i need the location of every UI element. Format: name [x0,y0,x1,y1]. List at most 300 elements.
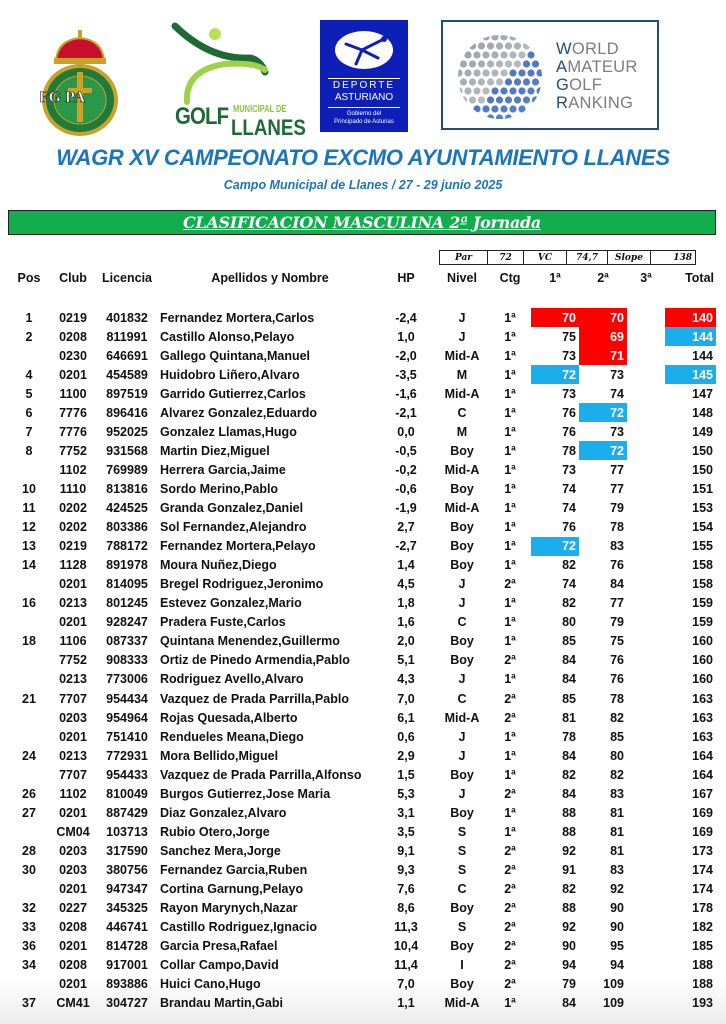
col-nivel[interactable]: Nivel [447,271,477,285]
table-row[interactable] [0,784,726,803]
table-row[interactable] [0,918,726,937]
row-hp: 3,5 [397,824,415,839]
row-round2: 72 [579,441,627,460]
row-club: 1102 [59,786,87,801]
row-nivel: J [458,310,466,325]
row-round1: 80 [562,615,576,630]
table-row[interactable] [0,499,726,518]
row-club: 0202 [59,520,87,535]
row-round1: 70 [531,308,579,327]
row-round2: 81 [610,824,624,839]
row-round3 [627,956,665,975]
logo-bar [0,0,726,140]
row-round3 [627,880,665,899]
row-club: 7776 [59,424,87,439]
page-subtitle: Campo Municipal de Llanes / 27 - 29 junio 2025 [223,178,503,192]
row-name: Rubio Otero,Jorge [160,824,270,839]
row-name: Rodriguez Avello,Alvaro [160,672,304,687]
row-total: 169 [692,805,713,820]
row-nivel: C [457,615,467,630]
row-club: 1110 [59,481,87,496]
row-round1: 76 [562,520,576,535]
row-club: 0203 [59,710,87,725]
row-name: Sol Fernandez,Alejandro [160,520,307,535]
row-name: Gallego Quintana,Manuel [160,348,311,363]
row-round1: 85 [562,691,576,706]
row-name: Burgos Gutierrez,Jose Maria [160,786,331,801]
row-club: 0208 [59,329,87,344]
row-nivel: Boy [450,520,474,535]
row-nivel: Boy [450,653,474,668]
row-round1: 90 [562,939,576,954]
row-total: 147 [692,386,713,401]
row-hp: 7,0 [397,977,415,992]
row-club: 7752 [59,653,87,668]
col-name[interactable]: Apellidos y Nombre [211,271,329,285]
row-round1: 74 [562,481,576,496]
row-name: Estevez Gonzalez,Mario [160,596,302,611]
row-club: CM41 [56,996,90,1011]
row-round3 [627,365,665,384]
row-nivel: M [456,424,468,439]
row-licencia: 773006 [106,672,148,687]
row-nivel: C [457,882,467,896]
row-pos: 24 [22,748,36,763]
table-row[interactable] [0,537,726,556]
table-row[interactable] [0,670,726,689]
row-hp: 5,1 [397,653,415,668]
row-nivel: J [458,748,466,763]
row-total: 159 [692,596,713,611]
row-hp: 9,1 [397,843,415,858]
row-name: Herrera Garcia,Jaime [160,462,286,477]
row-licencia: 954433 [106,767,148,782]
row-round2: 78 [610,520,624,535]
banner-text: CLASIFICACION MASCULINA 2ª Jornada [182,213,541,232]
row-licencia: 811991 [106,329,148,344]
row-round3 [627,499,665,518]
row-name: Quintana Menendez,Guillermo [160,634,340,649]
row-nivel: Boy [450,558,474,573]
row-round2: 81 [610,805,624,820]
table-row[interactable] [0,860,726,879]
row-round2: 71 [579,346,627,365]
row-name: Fernandez Mortera,Carlos [160,310,315,325]
row-ctg: 1ª [504,767,516,782]
table-row[interactable] [0,460,726,479]
row-licencia: 813816 [106,481,148,496]
row-round3 [627,422,665,441]
row-licencia: 814728 [106,939,148,954]
row-ctg: 2ª [504,710,516,725]
row-round3 [627,537,665,556]
row-licencia: 401832 [106,310,148,325]
row-hp: 10,4 [393,939,419,954]
row-ctg: 2ª [504,939,516,954]
row-round3 [627,327,665,346]
col-hp[interactable]: HP [397,271,415,285]
table-row[interactable] [0,689,726,708]
row-name: Rojas Quesada,Alberto [160,710,298,725]
row-round1: 81 [562,710,576,725]
classification-banner [8,210,716,235]
row-hp: 4,5 [397,577,415,592]
table-row[interactable] [0,613,726,632]
row-hp: 7,6 [397,882,415,896]
col-round3[interactable]: 3ª [640,271,652,285]
row-round2: 83 [610,786,624,801]
table-row[interactable] [0,327,726,346]
row-round2: 82 [610,767,624,782]
table-row[interactable] [0,746,726,765]
row-round2: 74 [610,386,624,401]
row-name: Vazquez de Prada Parrilla,Pablo [160,691,349,706]
row-nivel: S [457,843,467,858]
row-pos: 7 [25,424,33,439]
row-round2: 75 [610,634,624,649]
row-round3 [627,670,665,689]
athlete-icon [334,30,394,70]
row-licencia: 103713 [106,824,148,839]
row-total: 164 [692,767,713,782]
table-row[interactable] [0,575,726,594]
row-round3 [627,765,665,784]
row-round2: 79 [610,615,624,630]
row-hp: 0,0 [397,424,415,439]
row-round1: 92 [562,843,576,858]
row-round3 [627,975,665,994]
row-club: 1106 [59,634,87,649]
row-pos: 30 [22,862,36,877]
row-club: 1100 [59,386,87,401]
row-ctg: 1ª [504,805,516,820]
row-club: 0201 [59,729,87,744]
row-round2: 76 [610,653,624,668]
row-round1: 74 [562,501,576,515]
col-club[interactable]: Club [59,271,87,285]
row-hp: -0,2 [395,462,417,477]
row-name: Sanchez Mera,Jorge [160,843,281,858]
row-round2: 78 [610,691,624,706]
row-licencia: 917001 [106,958,148,973]
row-hp: 1,4 [397,558,415,573]
table-row[interactable] [0,479,726,498]
row-name: Garcia Presa,Rafael [160,939,278,954]
row-ctg: 2ª [504,691,516,706]
row-round1: 88 [562,824,576,839]
row-hp: -2,4 [395,310,417,325]
row-licencia: 803386 [106,520,148,535]
row-licencia: 896416 [106,405,148,420]
row-ctg: 1ª [504,443,516,458]
col-pos[interactable]: Pos [17,271,41,285]
row-licencia: 454589 [106,367,148,382]
table-row[interactable] [0,727,726,746]
row-ctg: 1ª [504,310,516,325]
row-pos: 8 [25,443,33,458]
row-pos: 26 [22,786,36,801]
row-ctg: 1ª [504,729,516,744]
row-club: 0201 [59,805,87,820]
table-row[interactable] [0,651,726,670]
table-row[interactable] [0,803,726,822]
row-total: 158 [692,558,713,573]
row-nivel: Boy [450,481,474,496]
row-ctg: 2ª [504,653,516,668]
row-hp: -0,5 [395,443,417,458]
row-ctg: 2ª [504,862,516,877]
row-nivel: J [458,729,466,744]
row-total: 163 [692,710,713,725]
row-round3 [627,746,665,765]
row-round1: 78 [562,729,576,744]
row-name: Diaz Gonzalez,Alvaro [160,805,287,820]
row-club: 0213 [59,672,87,687]
row-club: 0219 [59,310,87,325]
row-name: Brandau Martin,Gabi [160,996,283,1011]
table-row[interactable] [0,937,726,956]
row-pos: 6 [25,405,33,420]
row-round1: 75 [562,329,576,344]
row-ctg: 1ª [504,424,516,439]
row-club: 7752 [59,443,87,458]
row-pos: 28 [22,843,36,858]
row-licencia: 897519 [106,386,148,401]
table-row[interactable] [0,384,726,403]
table-row[interactable] [0,880,726,899]
table-row[interactable] [0,308,726,327]
row-hp: -2,7 [395,539,417,554]
row-total: 155 [692,539,713,554]
row-nivel: J [458,596,466,611]
row-nivel: Mid-A [444,501,480,515]
row-round1: 84 [562,996,576,1011]
row-licencia: 769989 [106,462,148,477]
row-hp: 1,5 [397,767,415,782]
row-round3 [627,918,665,937]
row-pos: 36 [22,939,36,954]
row-round3 [627,784,665,803]
row-club: 7707 [59,691,87,706]
deporte-line1: DEPORTE [332,80,396,91]
row-round3 [627,384,665,403]
table-row[interactable] [0,899,726,918]
row-ctg: 1ª [504,996,516,1011]
row-round2: 92 [610,882,624,896]
table-row[interactable] [0,346,726,365]
row-total: 169 [692,824,713,839]
row-nivel: Boy [450,977,474,992]
row-round2: 77 [610,462,624,477]
row-pos [14,975,44,994]
row-club: 7707 [59,767,87,782]
row-name: Alvarez Gonzalez,Eduardo [160,405,317,420]
row-total: 158 [692,577,713,592]
table-row[interactable] [0,822,726,841]
table-header [0,268,726,288]
row-total: 188 [692,977,713,992]
row-nivel: Mid-A [444,996,480,1011]
table-row[interactable] [0,422,726,441]
row-ctg: 2ª [504,882,516,896]
row-club: 0203 [59,843,87,858]
row-club: 7776 [59,405,87,420]
row-round1: 82 [562,882,576,896]
row-ctg: 2ª [504,901,516,916]
row-hp: -2,1 [395,405,417,420]
row-ctg: 2ª [504,977,516,992]
row-nivel: Boy [450,901,474,916]
row-pos: 5 [25,386,33,401]
table-row[interactable] [0,956,726,975]
row-club: 0201 [59,977,87,992]
row-round2: 94 [610,958,624,973]
row-round3 [627,689,665,708]
table-row[interactable] [0,975,726,994]
row-name: Bregel Rodriguez,Jeronimo [160,577,324,592]
golf-llanes-logo [165,20,306,140]
row-club: 0219 [59,539,87,554]
row-total: 148 [692,405,713,420]
row-total: 160 [692,653,713,668]
row-licencia: 928247 [106,615,148,630]
row-name: Ortiz de Pinedo Armendia,Pablo [160,653,350,668]
row-pos: 2 [25,329,33,344]
table-row[interactable] [0,765,726,784]
row-licencia: 810049 [106,786,148,801]
row-round2: 83 [610,539,624,554]
row-round3 [627,632,665,651]
col-ctg[interactable]: Ctg [499,271,521,285]
table-row[interactable] [0,994,726,1013]
row-licencia: 893886 [106,977,148,992]
row-ctg: 1ª [504,748,516,763]
row-total: 160 [692,672,713,687]
deporte-line4: Principado de Asturias [334,119,394,125]
table-row[interactable] [0,441,726,460]
row-club: 0208 [59,920,87,935]
row-total: 159 [692,615,713,630]
row-pos: 11 [22,501,36,515]
row-pos [14,765,44,784]
row-nivel: M [456,367,468,382]
row-round1: 88 [562,901,576,916]
municipal-word: MUNICIPAL DE [233,104,287,115]
row-hp: 2,0 [397,634,415,649]
row-pos: 33 [22,920,36,935]
row-round3 [627,841,665,860]
row-name: Castillo Alonso,Pelayo [160,329,295,344]
row-licencia: 814095 [106,577,148,592]
row-total: 140 [665,308,716,327]
row-pos [14,670,44,689]
row-round2: 77 [610,596,624,611]
row-round3 [627,403,665,422]
deporte-line2: ASTURIANO [334,92,394,103]
row-total: 151 [692,481,713,496]
table-row[interactable] [0,708,726,727]
col-total[interactable]: Total [685,271,714,285]
row-round2: 85 [610,729,624,744]
row-round2: 109 [603,977,624,992]
col-licencia[interactable]: Licencia [101,271,153,285]
row-name: Fernandez Mortera,Pelayo [160,539,316,554]
row-name: Vazquez de Prada Parrilla,Alfonso [160,767,362,782]
wagr-logo [441,20,659,130]
row-round1: 74 [562,577,576,592]
row-round3 [627,803,665,822]
row-licencia: 947347 [106,882,148,896]
slope-label: Slope [608,251,651,265]
row-hp: 9,3 [397,862,415,877]
row-round1: 91 [562,862,576,877]
row-nivel: Boy [450,539,474,554]
row-round1: 88 [562,805,576,820]
row-total: 145 [665,365,716,384]
row-hp: 6,1 [397,710,415,725]
row-round3 [627,346,665,365]
row-total: 153 [692,501,713,515]
row-nivel: Boy [450,443,474,458]
table-row[interactable] [0,841,726,860]
row-round1: 84 [562,786,576,801]
row-nivel: Boy [450,767,474,782]
row-hp: 1,1 [397,996,415,1011]
row-nivel: J [458,786,466,801]
row-pos: 32 [22,901,36,916]
row-pos [14,727,44,746]
row-round1: 82 [562,558,576,573]
row-round1: 94 [562,958,576,973]
row-club: 0213 [59,596,87,611]
row-club: 0208 [59,958,87,973]
col-round1[interactable]: 1ª [549,271,561,285]
row-hp: -3,5 [395,367,417,382]
row-licencia: 952025 [106,424,148,439]
row-nivel: Mid-A [444,710,480,725]
table-row[interactable] [0,403,726,422]
row-round1: 76 [562,405,576,420]
row-name: Fernandez Garcia,Ruben [160,862,308,877]
row-pos: 16 [22,596,36,611]
row-hp: 11,4 [394,958,418,973]
row-round3 [627,860,665,879]
row-round1: 85 [562,634,576,649]
table-row[interactable] [0,365,726,384]
table-row[interactable] [0,518,726,537]
row-round2: 79 [610,501,624,515]
table-row[interactable] [0,556,726,575]
row-licencia: 424525 [106,501,148,515]
row-round3 [627,518,665,537]
row-club: 0201 [59,577,87,592]
row-hp: 0,6 [397,729,415,744]
col-round2[interactable]: 2ª [597,271,609,285]
row-round1: 84 [562,672,576,687]
row-round3 [627,822,665,841]
row-round1: 92 [562,920,576,935]
table-row[interactable] [0,632,726,651]
row-round3 [627,613,665,632]
row-nivel: Mid-A [444,348,480,363]
row-total: 163 [692,729,713,744]
row-hp: 7,0 [397,691,415,706]
row-round3 [627,594,665,613]
table-row[interactable] [0,594,726,613]
row-hp: 2,9 [397,748,415,763]
row-name: Mora Bellido,Miguel [160,748,279,763]
row-round1: 78 [562,443,576,458]
